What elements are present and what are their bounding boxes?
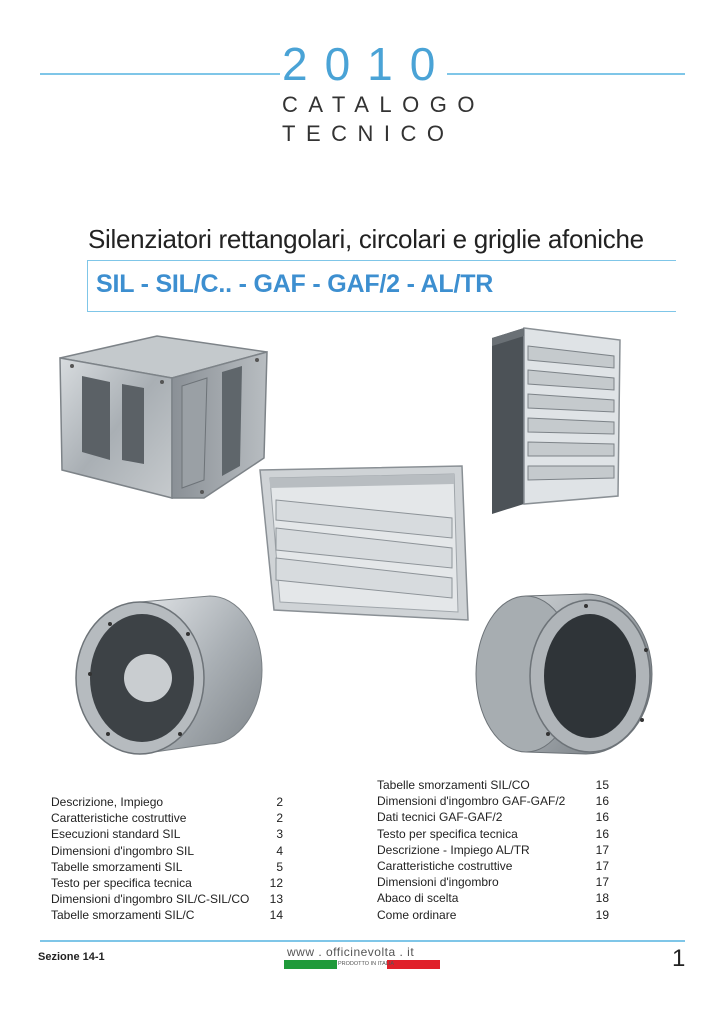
index-page: 17 bbox=[595, 858, 609, 873]
index-page: 16 bbox=[595, 826, 609, 841]
index-label: Caratteristiche costruttive bbox=[51, 811, 187, 826]
rectangular-silencer-image bbox=[52, 330, 272, 500]
flag-red-band bbox=[387, 960, 440, 969]
index-label: Dati tecnici GAF-GAF/2 bbox=[377, 810, 503, 825]
document-title: Silenziatori rettangolari, circolari e griglie afoniche bbox=[88, 224, 644, 254]
index-row bbox=[377, 907, 609, 923]
index-page: 14 bbox=[269, 908, 283, 923]
index-row bbox=[377, 826, 609, 842]
index-label: Dimensioni d'ingombro SIL bbox=[51, 843, 195, 858]
index-page: 12 bbox=[269, 875, 283, 890]
index-row bbox=[377, 793, 609, 809]
index-page: 2 bbox=[276, 811, 283, 826]
footer-rule bbox=[40, 940, 685, 942]
index-label: Come ordinare bbox=[377, 907, 457, 922]
index-row bbox=[377, 809, 609, 825]
index-row bbox=[377, 842, 609, 858]
header-rule-right bbox=[447, 73, 685, 75]
index-row bbox=[377, 890, 609, 906]
index-page: 3 bbox=[276, 827, 283, 842]
acoustic-grille-image bbox=[256, 462, 472, 634]
index-label: Dimensioni d'ingombro bbox=[377, 875, 499, 890]
index-row bbox=[51, 826, 283, 842]
index-page: 19 bbox=[595, 907, 609, 922]
made-in-italy-label: PRODOTTO IN ITALIA bbox=[338, 961, 395, 967]
index-label: Caratteristiche costruttive bbox=[377, 858, 513, 873]
index-label: Tabelle smorzamenti SIL/C bbox=[51, 908, 195, 923]
index-row bbox=[51, 859, 283, 875]
index-label: Testo per specifica tecnica bbox=[51, 875, 192, 890]
index-label: Tabelle smorzamenti SIL bbox=[51, 859, 183, 874]
index-page: 2 bbox=[276, 795, 283, 809]
index-page: 16 bbox=[595, 794, 609, 809]
index-left bbox=[51, 794, 283, 924]
index-page: 13 bbox=[269, 892, 283, 907]
index-page: 18 bbox=[595, 891, 609, 906]
index-label: Dimensioni d'ingombro GAF-GAF/2 bbox=[377, 794, 566, 809]
header-rule-left bbox=[40, 73, 280, 75]
index-label: Tabelle smorzamenti SIL/CO bbox=[377, 778, 530, 792]
index-label: Descrizione, Impiego bbox=[51, 795, 164, 809]
catalog-label-line1: CATALOGO bbox=[282, 92, 485, 117]
website-link[interactable]: www . officinevolta . it bbox=[287, 945, 415, 959]
page-number: 1 bbox=[672, 945, 686, 972]
index-page: 15 bbox=[595, 778, 609, 792]
circular-silencer-pod-image bbox=[70, 594, 264, 758]
index-label: Descrizione - Impiego AL/TR bbox=[377, 842, 530, 857]
index-page: 17 bbox=[595, 875, 609, 890]
index-row bbox=[51, 891, 283, 907]
index-label: Esecuzioni standard SIL bbox=[51, 827, 181, 842]
catalog-label-line2: TECNICO bbox=[282, 121, 455, 146]
index-row bbox=[51, 875, 283, 891]
flag-green-band bbox=[284, 960, 337, 969]
index-page: 5 bbox=[276, 859, 283, 874]
index-row bbox=[51, 843, 283, 859]
catalog-year: 2010 bbox=[282, 38, 453, 90]
index-row bbox=[51, 810, 283, 826]
index-row bbox=[377, 858, 609, 874]
section-label: Sezione 14-1 bbox=[38, 951, 105, 963]
index-page: 16 bbox=[595, 810, 609, 825]
index-row bbox=[377, 777, 609, 793]
louvre-grille-image bbox=[488, 326, 628, 516]
index-page: 4 bbox=[276, 843, 283, 858]
index-row bbox=[51, 907, 283, 923]
index-right bbox=[377, 777, 609, 923]
index-row bbox=[377, 874, 609, 890]
index-label: Abaco di scelta bbox=[377, 891, 459, 906]
index-label: Dimensioni d'ingombro SIL/C-SIL/CO bbox=[51, 892, 250, 907]
index-row bbox=[51, 794, 283, 810]
circular-silencer-image bbox=[466, 590, 658, 758]
index-label: Testo per specifica tecnica bbox=[377, 826, 518, 841]
index-page: 17 bbox=[595, 842, 609, 857]
product-codes-subtitle: SIL - SIL/C.. - GAF - GAF/2 - AL/TR bbox=[96, 270, 494, 298]
